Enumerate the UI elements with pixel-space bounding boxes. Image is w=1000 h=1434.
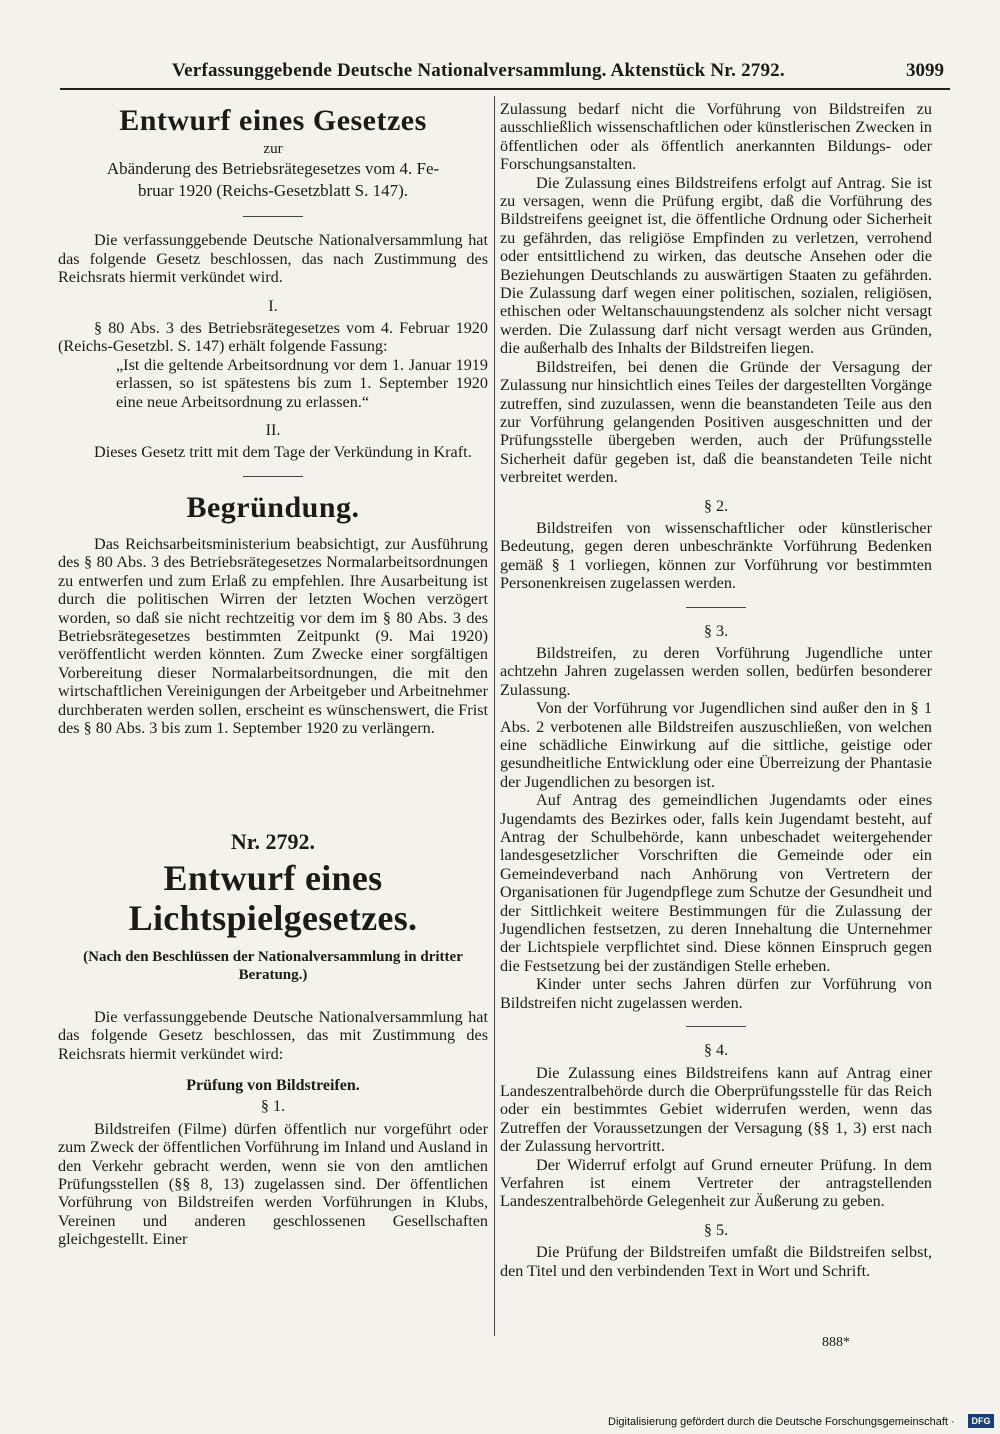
paragraph-3-heading: § 3.	[703, 621, 729, 640]
begruendung-title: Begründung.	[186, 490, 360, 524]
paragraph-1-text-2: Die Zulassung eines Bildstreifens erfolgt auf Antrag. Sie ist zu versagen, wenn die Prüfung ergibt, daß die Vorführung des Bildstreifens geeignet ist, die öffentliche Ordnung oder Sicherheit zu gefährden, das religiöse Empfinden zu verletzen, verrohend oder entsittlichend zu wirken, das deutsche Ansehen oder die Beziehungen Deutschlands zu auswärtigen Staaten zu gefährden. Die Zulassung darf wegen einer politischen, sozialen, religiösen, ethischen oder Weltanschauungstendenz als solcher nicht versagt werden. Die Zulassung darf nicht versagt werden aus Gründen, die außerhalb des Inhalts der Bildstreifen liegen.	[500, 173, 932, 358]
right-column	[500, 100, 932, 1280]
article-1-quote: „Ist die geltende Arbeitsordnung vor dem 1. Januar 1919 erlassen, so ist spätestens bis zum 1. September 1920 eine neue Arbeitsordnung zu erlassen.“	[116, 355, 488, 411]
begruendung-text: Das Reichsarbeitsministerium beabsichtigt, zur Ausführung des § 80 Abs. 3 des Betriebsrätegesetzes Normalarbeitsordnungen zu entwerfen und zum Erlaß zu empfehlen. Ihre Ausarbeitung ist durch die politischen Wirren der letzten Wochen verzögert worden, so daß sie nicht rechtzeitig vor dem im § 80 Abs. 3 des Betriebsrätegesetzes bestimmten Zeitpunkt (9. Mai 1920) veröffentlicht werden könnten. Zum Zwecke einer sorgfältigen Vorbereitung dieser Normalarbeitsordnungen, die mit den wirtschaftlichen Vereinigungen der Arbeitgeber und Arbeitnehmer durchberaten werden sollen, erscheint es wünschenswert, die Frist des § 80 Abs. 3 bis zum 1. September 1920 zu verlängern.	[58, 534, 488, 737]
column-divider	[494, 96, 495, 1336]
lichtspiel-subtitle: (Nach den Beschlüssen der Nationalversammlung in dritter Beratung.)	[83, 948, 463, 983]
paragraph-2-heading: § 2.	[703, 496, 729, 515]
law-title: Entwurf eines Gesetzes	[119, 104, 427, 137]
paragraph-1-continued: Zulassung bedarf nicht die Vorführung von Bildstreifen zu ausschließlich wissenschaftlichen oder künstlerischen Zwecken in öffentlichen oder als öffentlich anerkannten Bildungs- oder Forschungsanstalten.	[500, 100, 932, 174]
paragraph-5-text: Die Prüfung der Bildstreifen umfaßt die Bildstreifen selbst, den Titel und den verbindenden Text in Wort und Schrift.	[500, 1243, 932, 1280]
sheet-signature: 888*	[822, 1335, 850, 1350]
paragraph-2-text: Bildstreifen von wissenschaftlicher oder künstlerischer Bedeutung, gegen deren unbeschränkte Vorführung Bedenken gemäß § 1 vorliegen, können zur Vorführung vor bestimmten Personenkreisen zugelassen werden.	[500, 518, 932, 593]
paragraph-5-heading: § 5.	[703, 1220, 729, 1239]
article-numeral-2: II.	[265, 421, 281, 440]
separator	[686, 607, 746, 608]
document-number: Nr. 2792.	[230, 829, 316, 855]
article-1-text: § 80 Abs. 3 des Betriebsrätegesetzes vom 4. Februar 1920 (Reichs-Gesetzbl. S. 147) erhält folgende Fassung:	[58, 319, 488, 356]
paragraph-1-text: Bildstreifen (Filme) dürfen öffentlich nur vorgeführt oder zum Zweck der öffentlichen Vorführung im Inland und Ausland in den Verkehr gebracht werden, wenn sie von den amtlichen Prüfungsstellen (§§ 8, 13) zugelassen sind. Der öffentlichen Vorführung von Bildstreifen werden Vorführungen in Klubs, Vereinen und anderen geschlossenen Gesellschaften gleichgestellt. Einer	[58, 1119, 488, 1249]
article-numeral-1: I.	[268, 296, 278, 315]
lichtspiel-title: Entwurf eines Lichtspielgesetzes.	[128, 857, 418, 938]
paragraph-4-text-1: Die Zulassung eines Bildstreifens kann auf Antrag einer Landeszentralbehörde durch die Oberprüfungsstelle für das Reich oder ein bestimmtes Gebiet widerrufen werden, wenn das Zutreffen der Voraussetzungen der Versagung (§§ 1, 3) erst nach der Zulassung hervortritt.	[500, 1063, 932, 1156]
law-subtitle-1: Abänderung des Betriebsrätegesetzes vom 4. Fe-	[106, 159, 440, 179]
paragraph-4-text-2: Der Widerruf erfolgt auf Grund erneuter Prüfung. In dem Verfahren ist einem Vertreter der antragstellenden Landeszentralbehörde Gelegenheit zur Äußerung zu geben.	[500, 1155, 932, 1211]
law-subtitle-2: bruar 1920 (Reichs-Gesetzblatt S. 147).	[137, 181, 409, 201]
law-intro: Die verfassunggebende Deutsche Nationalversammlung hat das folgende Gesetz beschlossen, das nach Zustimmung des Reichsrats hiermit verkündet wird.	[58, 231, 488, 287]
page-number: 3099	[906, 60, 944, 81]
paragraph-3-text-2: Von der Vorführung vor Jugendlichen sind außer den in § 1 Abs. 2 verbotenen alle Bildstreifen auszuschließen, von welchen eine schädliche Einwirkung auf die sittliche, geistige oder gesundheitliche Entwicklung oder eine Überreizung der Phantasie der Jugendlichen zu besorgen ist.	[500, 699, 932, 791]
dfg-logo: DFG	[968, 1414, 994, 1428]
separator	[243, 216, 303, 217]
running-header	[60, 60, 950, 90]
digitization-credit: Digitalisierung gefördert durch die Deutsche Forschungsgemeinschaft ·	[608, 1416, 955, 1428]
paragraph-3-text-3: Auf Antrag des gemeindlichen Jugendamts oder eines Jugendamts des Bezirkes oder, falls kein Jugendamt besteht, auf Antrag der Schulbehörde, kann unbeschadet weitergehender landesgesetzlicher Vorschriften die Gemeinde oder ein Gemeindeverband nach Anhörung von Vertretern der Organisationen für Jugendpflege zum Schutze der Gesundheit und der Sittlichkeit weitere Bestimmungen für die Zulassung der Jugendlichen festsetzen, zu deren Innehaltung die Unternehmer der Lichtspiele verpflichtet sind. Diese können Einspruch gegen die Festsetzung bei der zuständigen Stelle erheben.	[500, 791, 932, 975]
left-column	[58, 100, 488, 1249]
paragraph-1-heading: § 1.	[260, 1097, 286, 1116]
separator	[686, 1026, 746, 1027]
section-heading: Prüfung von Bildstreifen.	[186, 1076, 360, 1094]
lichtspiel-intro: Die verfassunggebende Deutsche Nationalversammlung hat das folgende Gesetz beschlossen, das mit Zustimmung des Reichsrats hiermit verkündet wird:	[58, 1007, 488, 1063]
separator	[243, 476, 303, 477]
paragraph-4-heading: § 4.	[703, 1041, 729, 1060]
header-title: Verfassunggebende Deutsche Nationalversammlung. Aktenstück Nr. 2792.	[172, 60, 785, 81]
paragraph-3-text-4: Kinder unter sechs Jahren dürfen zur Vorführung von Bildstreifen nicht zugelassen werden.	[500, 975, 932, 1012]
paragraph-1-text-3: Bildstreifen, bei denen die Gründe der Versagung der Zulassung nur hinsichtlich eines Teiles der dargestellten Vorgänge zutreffen, sind zuzulassen, wenn die beanstandeten Teile aus den zur Vorführung gelangenden Positiven ausgeschnitten und der Prüfungsstelle übergeben werden, auch der Prüfungsstelle Sicherheit dafür gegeben ist, daß die beanstandeten Teile nicht verbreitet werden.	[500, 357, 932, 487]
article-2-text: Dieses Gesetz tritt mit dem Tage der Verkündung in Kraft.	[94, 443, 472, 462]
paragraph-3-text-1: Bildstreifen, zu deren Vorführung Jugendliche unter achtzehn Jahren zugelassen werden sollen, bedürfen besonderer Zulassung.	[500, 643, 932, 699]
law-zur: zur	[263, 141, 283, 157]
